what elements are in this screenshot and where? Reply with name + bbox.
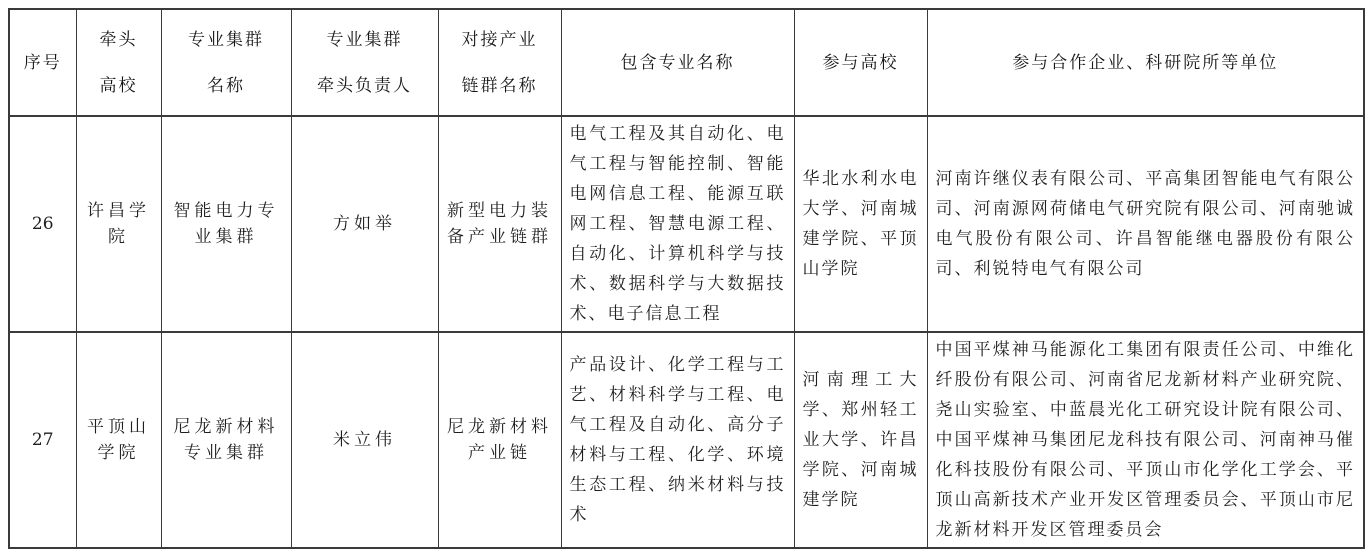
- table-row: [9, 332, 1364, 548]
- header-label: 牵头: [99, 29, 138, 50]
- header-cell-cluster-leader: [291, 9, 438, 116]
- header-label: 高校: [99, 75, 138, 96]
- cell-cluster-name: 智能电力专业集群: [161, 116, 291, 332]
- header-label: 牵头负责人: [317, 75, 412, 96]
- cell-lead-university: 许昌学院: [76, 116, 161, 332]
- header-label: 专业集群: [326, 29, 403, 50]
- header-label: 对接产业: [461, 29, 538, 50]
- table-row: [9, 116, 1364, 332]
- cell-cluster-leader: 米立伟: [291, 332, 438, 548]
- header-cell-industry-chain: [438, 9, 561, 116]
- header-label: 参与合作企业、科研院所等单位: [1012, 52, 1279, 73]
- table-header: [9, 9, 1364, 116]
- cell-seq: 27: [9, 332, 76, 548]
- header-label: 链群名称: [461, 75, 538, 96]
- cell-partners: 河南许继仪表有限公司、平高集团智能电气有限公司、河南源网荷储电气研究院有限公司、河南驰诚电气股份有限公司、许昌智能继电器股份有限公司、利锐特电气有限公司: [927, 116, 1364, 332]
- header-cell-cluster-name: [161, 9, 291, 116]
- header-cell-lead-university: [76, 9, 161, 116]
- header-label: 专业集群: [188, 29, 264, 50]
- cell-majors: 产品设计、化学工程与工艺、材料科学与工程、电气工程及自动化、高分子材料与工程、化学、环境生态工程、纳米材料与技术: [561, 332, 794, 548]
- header-row: [9, 9, 1364, 116]
- header-cell-universities: [794, 9, 927, 116]
- header-label: 参与高校: [822, 52, 899, 73]
- cell-universities: 华北水利水电大学、河南城建学院、平顶山学院: [794, 116, 927, 332]
- document-page: [8, 8, 1365, 549]
- cell-cluster-leader: 方如举: [291, 116, 438, 332]
- cluster-table: [8, 8, 1365, 549]
- cell-industry-chain: 尼龙新材料产业链: [438, 332, 561, 548]
- header-label: 序号: [23, 52, 62, 73]
- header-cell-majors: [561, 9, 794, 116]
- header-label: 名称: [207, 75, 245, 96]
- cell-seq: 26: [9, 116, 76, 332]
- header-cell-seq: [9, 9, 76, 116]
- cell-cluster-name: 尼龙新材料专业集群: [161, 332, 291, 548]
- cell-partners: 中国平煤神马能源化工集团有限责任公司、中维化纤股份有限公司、河南省尼龙新材料产业研究院、尧山实验室、中蓝晨光化工研究设计院有限公司、中国平煤神马集团尼龙科技有限公司、河南神马催化科技股份有限公司、平顶山市化学化工学会、平顶山高新技术产业开发区管理委员会、平顶山市尼龙新材料开发区管理委员会: [927, 332, 1364, 548]
- cell-majors: 电气工程及其自动化、电气工程与智能控制、智能电网信息工程、能源互联网工程、智慧电源工程、自动化、计算机科学与技术、数据科学与大数据技术、电子信息工程: [561, 116, 794, 332]
- cell-lead-university: 平顶山学院: [76, 332, 161, 548]
- table-body: [9, 116, 1364, 548]
- cell-industry-chain: 新型电力装备产业链群: [438, 116, 561, 332]
- header-label: 包含专业名称: [620, 52, 735, 73]
- header-cell-partners: [927, 9, 1364, 116]
- cell-universities: 河南理工大学、郑州轻工业大学、许昌学院、河南城建学院: [794, 332, 927, 548]
